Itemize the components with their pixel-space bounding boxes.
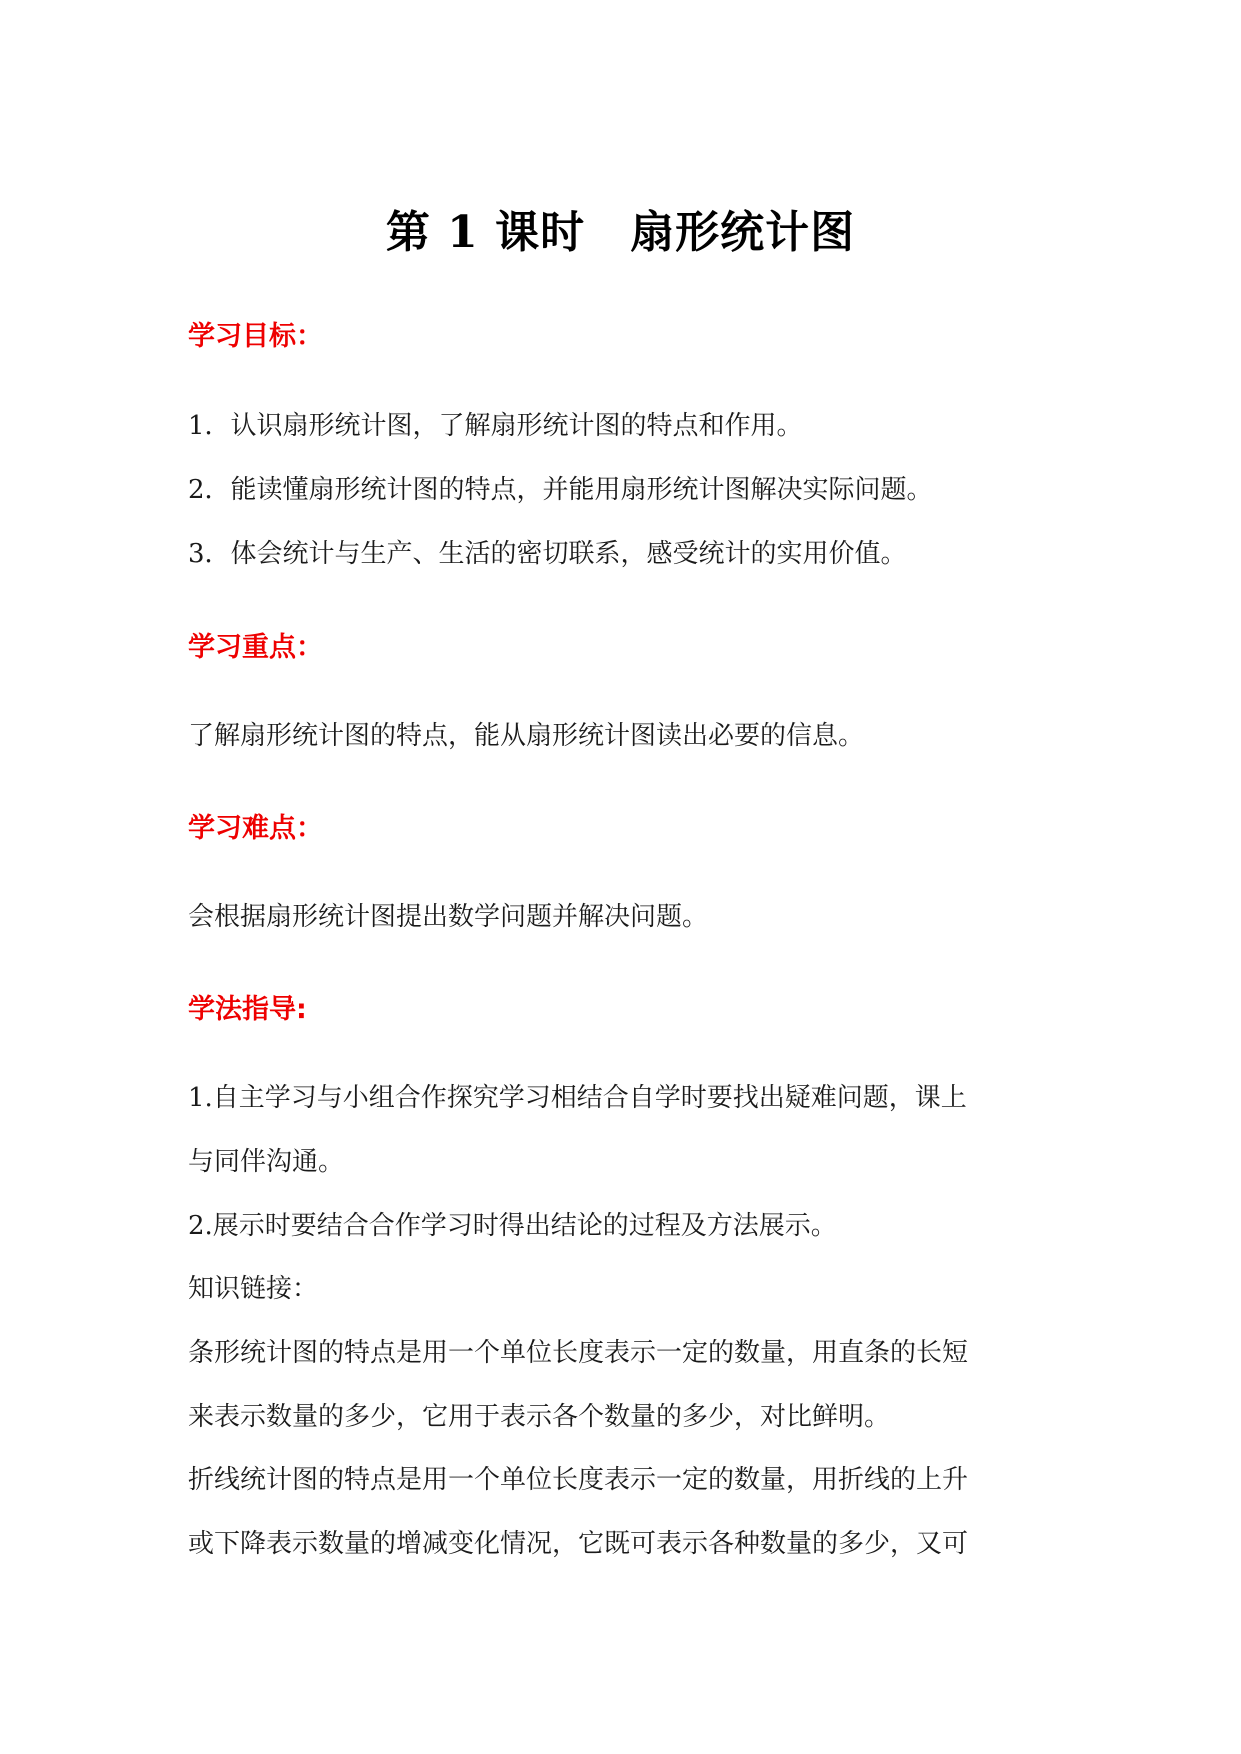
knowledge-line: 或下降表示数量的增减变化情况，它既可表示各种数量的多少，又可: [188, 1529, 969, 1559]
knowledge-line: 条形统计图的特点是用一个单位长度表示一定的数量，用直条的长短: [188, 1338, 969, 1368]
difficulties-text: 会根据扇形统计图提出数学问题并解决问题。: [188, 902, 709, 932]
method-line: 2.展示时要结合合作学习时得出结论的过程及方法展示。: [188, 1211, 837, 1241]
objective-item: 3．体会统计与生产、生活的密切联系，感受统计的实用价值。: [188, 539, 907, 569]
method-line: 1.自主学习与小组合作探究学习相结合自学时要找出疑难问题，课上: [188, 1083, 967, 1113]
knowledge-line: 来表示数量的多少，它用于表示各个数量的多少，对比鲜明。: [188, 1402, 891, 1432]
knowledge-line: 折线统计图的特点是用一个单位长度表示一定的数量，用折线的上升: [188, 1465, 969, 1495]
objectives-heading: 学习目标：: [188, 321, 323, 352]
knowledge-label: 知识链接：: [188, 1274, 319, 1304]
objective-item: 2．能读懂扇形统计图的特点，并能用扇形统计图解决实际问题。: [188, 475, 933, 505]
difficulties-heading: 学习难点：: [188, 813, 323, 844]
key-points-text: 了解扇形统计图的特点，能从扇形统计图读出必要的信息。: [188, 721, 865, 751]
page-title: 第 1 课时 扇形统计图: [385, 207, 856, 258]
method-heading: 学法指导:: [188, 994, 307, 1025]
method-line: 与同伴沟通。: [188, 1147, 345, 1177]
objective-item: 1．认识扇形统计图，了解扇形统计图的特点和作用。: [188, 411, 803, 441]
key-points-heading: 学习重点：: [188, 632, 323, 663]
